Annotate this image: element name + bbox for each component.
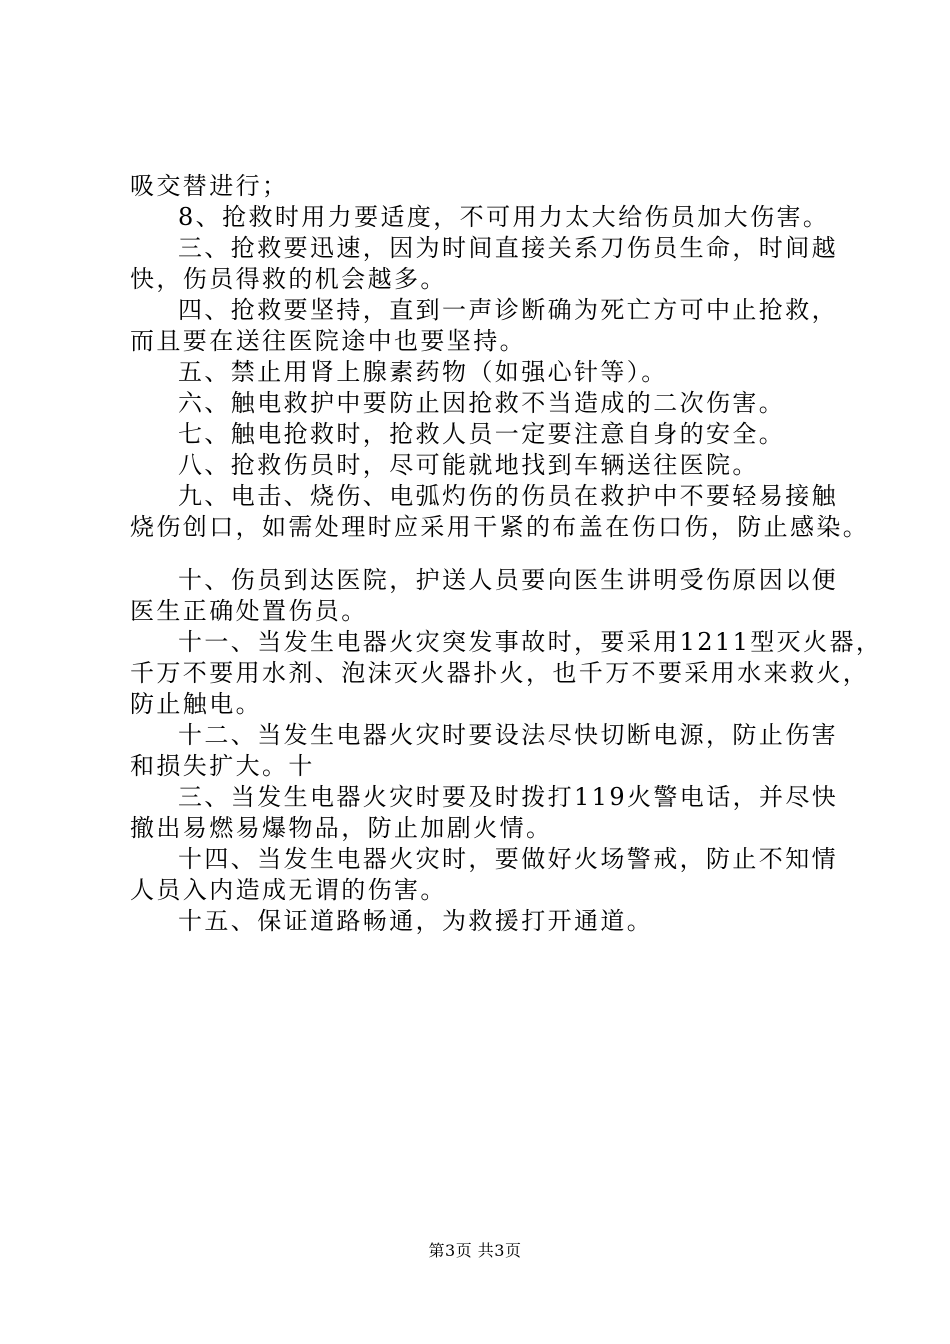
text-line: 十二、当发生电器火灾时要设法尽快切断电源，防止伤害 bbox=[178, 721, 838, 749]
document-body bbox=[130, 171, 883, 937]
text-line: 快，伤员得救的机会越多。 bbox=[130, 265, 447, 293]
text-line: 烧伤创口，如需处理时应采用干紧的布盖在伤口伤，防止感染。 bbox=[130, 513, 870, 541]
text-line: 十四、当发生电器火灾时，要做好火场警戒，防止不知情 bbox=[178, 845, 838, 873]
page-number-footer: 第3页 共3页 bbox=[428, 1241, 522, 1260]
text-line: 七、触电抢救时，抢救人员一定要注意自身的安全。 bbox=[178, 420, 786, 448]
text-line: 六、触电救护中要防止因抢救不当造成的二次伤害。 bbox=[178, 389, 786, 417]
text-line: 撤出易燃易爆物品，防止加剧火情。 bbox=[130, 814, 553, 842]
text-line: 千万不要用水剂、泡沫灭火器扑火，也千万不要采用水来救火， bbox=[130, 659, 870, 687]
text-line: 三、抢救要迅速，因为时间直接关系刀伤员生命，时间越 bbox=[178, 234, 838, 262]
text-line: 四、抢救要坚持，直到一声诊断确为死亡方可中止抢救， bbox=[178, 296, 838, 324]
paragraph-gap bbox=[130, 543, 842, 565]
text-line: 十五、保证道路畅通，为救援打开通道。 bbox=[178, 907, 654, 935]
text-line: 吸交替进行； bbox=[130, 172, 289, 200]
text-line: 而且要在送往医院途中也要坚持。 bbox=[130, 327, 526, 355]
text-line: 九、电击、烧伤、电弧灼伤的伤员在救护中不要轻易接触 bbox=[178, 482, 838, 510]
text-line: 十一、当发生电器火灾突发事故时，要采用1211型灭火器， bbox=[178, 628, 883, 656]
text-line: 防止触电。 bbox=[130, 690, 262, 718]
text-line: 十、伤员到达医院，护送人员要向医生讲明受伤原因以便 bbox=[178, 566, 838, 594]
text-line: 五、禁止用肾上腺素药物（如强心针等）。 bbox=[178, 358, 668, 386]
text-line: 八、抢救伤员时，尽可能就地找到车辆送往医院。 bbox=[178, 451, 759, 479]
text-line: 8、抢救时用力要适度，不可用力太大给伤员加大伤害。 bbox=[178, 203, 830, 231]
text-line: 三、当发生电器火灾时要及时拨打119火警电话，并尽快 bbox=[178, 783, 839, 811]
text-line: 医生正确处置伤员。 bbox=[130, 597, 368, 625]
text-line: 人员入内造成无谓的伤害。 bbox=[130, 876, 447, 904]
text-line: 和损失扩大。十 bbox=[130, 752, 315, 780]
